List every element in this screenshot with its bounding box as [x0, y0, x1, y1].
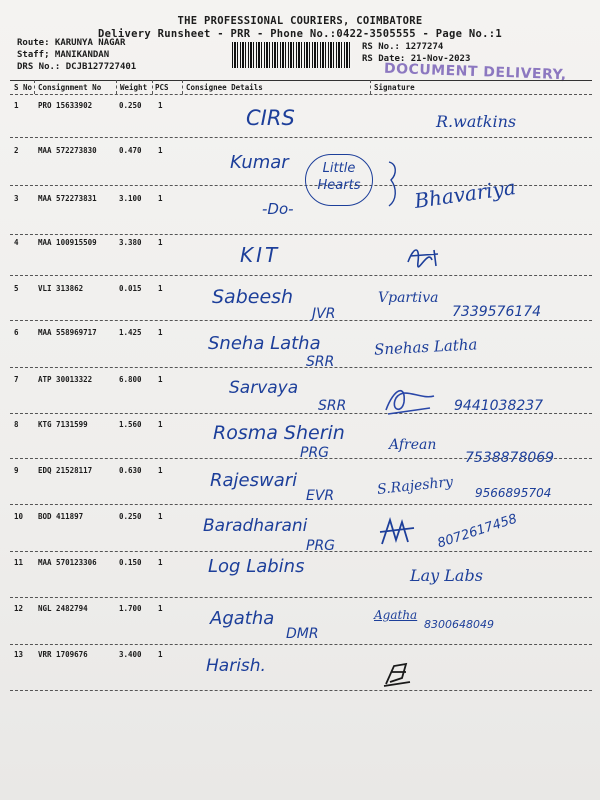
bracket-mark [387, 160, 401, 210]
row-weight: 0.150 [119, 558, 142, 567]
row-pcs: 1 [158, 650, 163, 659]
row-pcs: 1 [158, 512, 163, 521]
signature-scribble [380, 656, 414, 690]
row-separator [10, 644, 592, 645]
signature: Agatha [374, 608, 418, 622]
row-pcs: 1 [158, 101, 163, 110]
signature: R.watkins [436, 112, 517, 131]
handwritten-note: JVR [312, 306, 336, 322]
row-weight: 1.425 [119, 328, 142, 337]
signature-scribble [380, 380, 440, 420]
row-weight: 3.100 [119, 194, 142, 203]
row-weight: 0.630 [119, 466, 142, 475]
handwritten-consignee: Kumar [230, 152, 289, 173]
row-consignment: MAA 570123306 [38, 558, 97, 567]
row-consignment: VRR 1709676 [38, 650, 88, 659]
header-top-rule [10, 80, 592, 81]
row-pcs: 1 [158, 328, 163, 337]
row-weight: 0.015 [119, 284, 142, 293]
row-separator [10, 551, 592, 552]
row-separator [10, 234, 592, 235]
row-separator [10, 367, 592, 368]
handwritten-consignee: KIT [240, 243, 281, 267]
row-sno: 10 [14, 512, 24, 521]
handwritten-note: PRG [300, 445, 330, 461]
col-header-sno: S No [14, 83, 33, 92]
row-consignment: ATP 30013322 [38, 375, 93, 384]
col-divider [182, 80, 183, 94]
row-sno: 13 [14, 650, 24, 659]
row-pcs: 1 [158, 375, 163, 384]
row-pcs: 1 [158, 466, 163, 475]
row-pcs: 1 [158, 146, 163, 155]
handwritten-consignee: Sabeesh [212, 286, 294, 308]
handwritten-consignee: Harish. [206, 656, 266, 676]
row-separator [10, 320, 592, 321]
col-header-weight: Weight [120, 83, 148, 92]
col-divider [152, 80, 153, 94]
signature: Bhavariya [412, 175, 518, 213]
phone-number: 7538878069 [465, 450, 555, 466]
row-sno: 4 [14, 238, 19, 247]
row-weight: 6.800 [119, 375, 142, 384]
row-sno: 7 [14, 375, 19, 384]
row-consignment: BOD 411897 [38, 512, 84, 521]
handwritten-note: EVR [306, 488, 335, 504]
signature: S.Rajeshry [376, 474, 454, 498]
row-sno: 12 [14, 604, 24, 613]
signature-scribble [378, 514, 418, 548]
handwritten-consignee: Sneha Latha [208, 333, 321, 354]
col-divider [370, 80, 371, 94]
phone-number: 8072617458 [435, 511, 520, 552]
col-header-consignee: Consignee Details [186, 83, 263, 92]
handwritten-note: DMR [286, 626, 319, 642]
row-sno: 5 [14, 284, 19, 293]
handwritten-note: Little Hearts [305, 154, 373, 206]
row-consignment: KTG 7131599 [38, 420, 88, 429]
row-sno: 9 [14, 466, 19, 475]
row-pcs: 1 [158, 420, 163, 429]
row-consignment: MAA 572273830 [38, 146, 97, 155]
signature: Lay Labs [410, 566, 483, 585]
handwritten-consignee: Log Labins [208, 556, 305, 577]
signature: Vpartiva [378, 290, 439, 306]
row-weight: 0.250 [119, 101, 142, 110]
barcode [232, 42, 352, 68]
company-title: THE PROFESSIONAL COURIERS, COIMBATORE [177, 15, 423, 27]
col-divider [34, 80, 35, 94]
col-divider [116, 80, 117, 94]
row-consignment: MAA 100915509 [38, 238, 97, 247]
row-weight: 3.400 [119, 650, 142, 659]
phone-number: 9441038237 [454, 398, 544, 414]
row-pcs: 1 [158, 194, 163, 203]
phone-number: 9566895704 [475, 486, 552, 500]
row-consignment: MAA 572273831 [38, 194, 97, 203]
phone-number: 8300648049 [424, 618, 494, 631]
row-weight: 0.250 [119, 512, 142, 521]
row-consignment: MAA 558969717 [38, 328, 97, 337]
row-weight: 3.380 [119, 238, 142, 247]
runsheet-subtitle: Delivery Runsheet - PRR - Phone No.:0422-3505555 - Page No.:1 [98, 28, 502, 40]
signature-scribble [404, 244, 444, 270]
row-sno: 11 [14, 558, 24, 567]
route-label: Route: KARUNYA NAGAR [17, 38, 126, 48]
row-pcs: 1 [158, 558, 163, 567]
phone-number: 7339576174 [452, 304, 542, 320]
row-pcs: 1 [158, 604, 163, 613]
handwritten-consignee: Sarvaya [229, 378, 299, 398]
row-sno: 2 [14, 146, 19, 155]
row-weight: 1.700 [119, 604, 142, 613]
col-header-signature: Signature [374, 83, 415, 92]
row-sno: 3 [14, 194, 19, 203]
row-separator [10, 690, 592, 691]
row-consignment: PRO 15633902 [38, 101, 93, 110]
row-sno: 8 [14, 420, 19, 429]
row-separator [10, 504, 592, 505]
rs-number: RS No.: 1277274 [362, 42, 444, 52]
row-sno: 6 [14, 328, 19, 337]
col-header-pcs: PCS [155, 83, 169, 92]
row-consignment: NGL 2482794 [38, 604, 88, 613]
handwritten-consignee: Agatha [210, 608, 275, 629]
staff-label: Staff; MANIKANDAN [17, 50, 110, 60]
row-pcs: 1 [158, 238, 163, 247]
row-weight: 0.470 [119, 146, 142, 155]
col-header-consignment: Consignment No [38, 83, 102, 92]
row-pcs: 1 [158, 284, 163, 293]
document-delivery-stamp: DOCUMENT DELIVERY, [383, 60, 567, 84]
row-consignment: EDQ 21528117 [38, 466, 93, 475]
row-consignment: VLI 313862 [38, 284, 84, 293]
drs-number: DRS No.: DCJB127727401 [17, 62, 137, 72]
signature: Snehas Latha [373, 335, 478, 359]
handwritten-note: SRR [306, 354, 335, 370]
header-bottom-rule [10, 94, 592, 95]
handwritten-consignee: Rajeswari [210, 470, 298, 491]
row-weight: 1.560 [119, 420, 142, 429]
handwritten-consignee: Baradharani [203, 516, 308, 536]
handwritten-note: SRR [318, 398, 347, 414]
row-sno: 1 [14, 101, 19, 110]
signature: Afrean [389, 437, 437, 453]
handwritten-note: PRG [306, 538, 336, 554]
rs-date: RS Date: 21-Nov-2023 [362, 54, 471, 64]
handwritten-consignee: CIRS [246, 106, 295, 130]
row-separator [10, 597, 592, 598]
handwritten-consignee: -Do- [262, 200, 294, 218]
row-separator [10, 137, 592, 138]
row-separator [10, 275, 592, 276]
handwritten-consignee: Rosma Sherin [213, 422, 345, 444]
